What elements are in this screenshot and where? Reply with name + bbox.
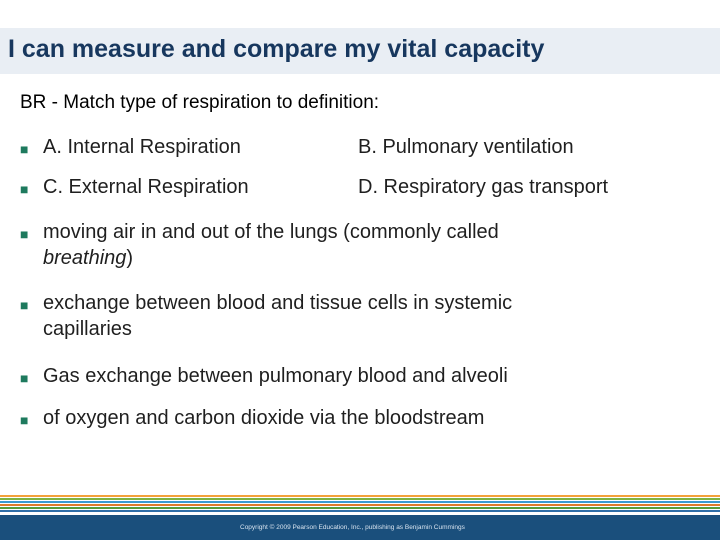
footer-stripe <box>0 507 720 509</box>
definition-2-line1: exchange between blood and tissue cells in systemic <box>43 292 513 314</box>
footer-stripes <box>0 495 720 515</box>
page-title: I can measure and compare my vital capacity <box>8 35 545 63</box>
definition-1-main: moving air in and out of the lungs (commonly called <box>43 221 499 243</box>
definition-2-line2: capillaries <box>43 318 132 340</box>
definition-1-italic: breathing <box>43 247 127 269</box>
footer-stripe <box>0 510 720 512</box>
option-b: B. Pulmonary ventilation <box>358 136 574 158</box>
square-bullet-icon: ■ <box>20 412 29 428</box>
definition-1-end: ) <box>126 247 134 269</box>
square-bullet-icon: ■ <box>20 370 29 386</box>
definition-2 <box>43 290 512 342</box>
square-bullet-icon: ■ <box>20 141 29 157</box>
copyright-text: Copyright © 2009 Pearson Education, Inc., publishing as Benjamin Cummings <box>240 524 465 531</box>
footer-stripe <box>0 504 720 506</box>
br-heading: BR - Match type of respiration to definition: <box>20 92 380 113</box>
square-bullet-icon: ■ <box>20 181 29 197</box>
footer-stripe <box>0 495 720 497</box>
square-bullet-icon: ■ <box>20 297 29 313</box>
footer-stripe <box>0 501 720 503</box>
definition-1 <box>43 219 499 271</box>
option-c: C. External Respiration <box>43 176 249 198</box>
square-bullet-icon: ■ <box>20 226 29 242</box>
option-a: A. Internal Respiration <box>43 136 241 158</box>
footer-stripe <box>0 498 720 500</box>
option-d: D. Respiratory gas transport <box>358 176 609 198</box>
definition-4: of oxygen and carbon dioxide via the bloodstream <box>43 407 485 429</box>
definition-3: Gas exchange between pulmonary blood and alveoli <box>43 365 508 387</box>
